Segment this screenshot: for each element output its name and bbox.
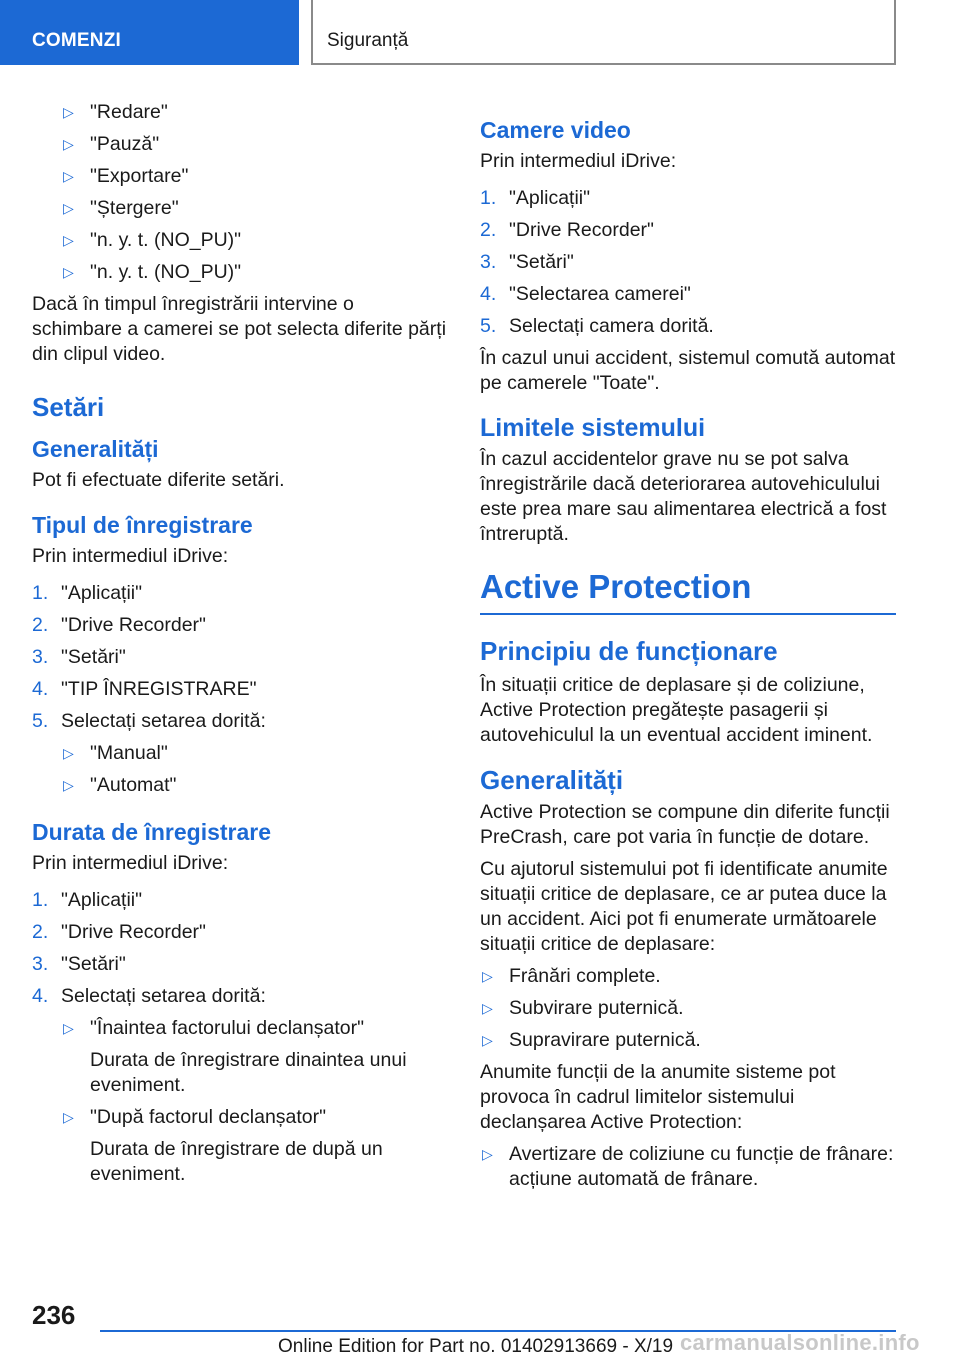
numbered-step: 3. "Setări" bbox=[480, 251, 574, 273]
numbered-step: 5. Selectați camera dorită. bbox=[480, 315, 714, 337]
heading-tipul-de-inregistrare: Tipul de înregistrare bbox=[32, 512, 253, 538]
list-item: ▷ "n. y. t. (NO_PU)" bbox=[63, 229, 242, 251]
triangle-bullet-icon: ▷ bbox=[63, 136, 74, 152]
list-item: ▷ "Exportare" bbox=[63, 165, 189, 187]
list-item: ▷ Avertizare de coliziune cu funcție de frânare: acțiune automată de frânare. bbox=[482, 1143, 894, 1190]
body-paragraph: Prin intermediul iDrive: bbox=[32, 852, 229, 874]
list-item: ▷ "După factorul declanșator" bbox=[63, 1106, 327, 1128]
body-paragraph: În cazul unui accident, sistemul comută automat pe camerele "Toate". bbox=[480, 347, 896, 394]
triangle-bullet-icon: ▷ bbox=[63, 745, 74, 761]
numbered-step: 2. "Drive Recorder" bbox=[32, 921, 206, 943]
triangle-bullet-icon: ▷ bbox=[63, 104, 74, 120]
triangle-bullet-icon: ▷ bbox=[482, 968, 493, 984]
header-section-tab bbox=[0, 0, 299, 65]
list-item: ▷ "Automat" bbox=[63, 774, 177, 796]
triangle-bullet-icon: ▷ bbox=[482, 1032, 493, 1048]
numbered-step: 2. "Drive Recorder" bbox=[32, 614, 206, 636]
header-chapter-tab bbox=[311, 0, 896, 65]
list-item: ▷ "Ștergere" bbox=[63, 197, 179, 219]
watermark: carmanualsonline.info bbox=[680, 1330, 920, 1355]
numbered-step: 1. "Aplicații" bbox=[480, 187, 591, 209]
numbered-step: 3. "Setări" bbox=[32, 953, 126, 975]
heading-setari: Setări bbox=[32, 392, 105, 422]
heading-durata-de-inregistrare: Durata de înregistrare bbox=[32, 819, 272, 845]
numbered-step: 4. "TIP ÎNREGISTRARE" bbox=[32, 678, 257, 700]
numbered-step: 3. "Setări" bbox=[32, 646, 126, 668]
footer-edition: Online Edition for Part no. 01402913669 - X/19 bbox=[278, 1336, 674, 1357]
list-item: ▷ Supravirare puternică. bbox=[482, 1029, 701, 1051]
list-item: ▷ "n. y. t. (NO_PU)" bbox=[63, 261, 242, 283]
header-chapter-label: Siguranță bbox=[327, 30, 409, 51]
numbered-step: 2. "Drive Recorder" bbox=[480, 219, 654, 241]
triangle-bullet-icon: ▷ bbox=[63, 232, 74, 248]
numbered-step: 4. Selectați setarea dorită: bbox=[32, 985, 266, 1007]
heading-generalitati: Generalități bbox=[32, 436, 159, 462]
body-paragraph: Prin intermediul iDrive: bbox=[480, 150, 677, 172]
triangle-bullet-icon: ▷ bbox=[63, 1109, 74, 1125]
numbered-step: 5. Selectați setarea dorită: bbox=[32, 710, 266, 732]
right-column bbox=[480, 100, 896, 1199]
numbered-step: 1. "Aplicații" bbox=[32, 582, 143, 604]
list-item: ▷ "Redare" bbox=[63, 101, 168, 123]
body-paragraph: Active Protection se compune din diferite funcții PreCrash, care pot varia în funcție de dotare. bbox=[480, 801, 890, 848]
list-item-description: Durata de înregistrare de după un eveniment. bbox=[90, 1138, 383, 1185]
body-paragraph: Dacă în timpul înregistrării intervine o schimbare a camerei se pot selecta diferite părți din clipul video. bbox=[32, 293, 447, 365]
body-paragraph: În situații critice de deplasare și de coliziune, Active Protection pregătește pasagerii și autovehiculul la un eventual accident iminent. bbox=[480, 674, 873, 746]
list-item: ▷ Subvirare puternică. bbox=[482, 997, 684, 1019]
triangle-bullet-icon: ▷ bbox=[63, 264, 74, 280]
body-paragraph: Pot fi efectuate diferite setări. bbox=[32, 469, 285, 491]
triangle-bullet-icon: ▷ bbox=[482, 1000, 493, 1016]
list-item-description: Durata de înregistrare dinaintea unui eveniment. bbox=[90, 1049, 407, 1096]
triangle-bullet-icon: ▷ bbox=[63, 168, 74, 184]
page-number: 236 bbox=[32, 1300, 76, 1330]
left-column bbox=[32, 100, 448, 1194]
heading-generalitati-right: Generalități bbox=[480, 765, 624, 795]
heading-principiu-de-functionare: Principiu de funcționare bbox=[480, 636, 778, 666]
list-item: ▷ Frânări complete. bbox=[482, 965, 661, 987]
body-paragraph: Cu ajutorul sistemului pot fi identificate anumite situații critice de deplasare, ce ar putea duce la un accident. Aici pot fi enumerate următoarele situații critice de deplasare: bbox=[480, 858, 888, 955]
header-section-label: COMENZI bbox=[32, 30, 122, 51]
triangle-bullet-icon: ▷ bbox=[482, 1146, 493, 1162]
heading-active-protection: Active Protection bbox=[480, 567, 896, 615]
triangle-bullet-icon: ▷ bbox=[63, 200, 74, 216]
body-paragraph: Prin intermediul iDrive: bbox=[32, 545, 229, 567]
list-item: ▷ "Pauză" bbox=[63, 133, 160, 155]
list-item: ▷ "Manual" bbox=[63, 742, 168, 764]
list-item: ▷ "Înaintea factorului declanșator" bbox=[63, 1017, 365, 1039]
numbered-step: 1. "Aplicații" bbox=[32, 889, 143, 911]
numbered-step: 4. "Selectarea camerei" bbox=[480, 283, 691, 305]
triangle-bullet-icon: ▷ bbox=[63, 1020, 74, 1036]
heading-limitele-sistemului: Limitele sistemului bbox=[480, 414, 706, 442]
triangle-bullet-icon: ▷ bbox=[63, 777, 74, 793]
body-paragraph: Anumite funcții de la anumite sisteme pot provoca în cadrul limitelor sistemului declanșarea Active Protection: bbox=[480, 1061, 836, 1133]
heading-camere-video: Camere video bbox=[480, 117, 631, 143]
body-paragraph: În cazul accidentelor grave nu se pot salva înregistrările dacă deteriorarea autovehiculului este prea mare sau alimentarea electrică a fost întreruptă. bbox=[480, 448, 887, 545]
